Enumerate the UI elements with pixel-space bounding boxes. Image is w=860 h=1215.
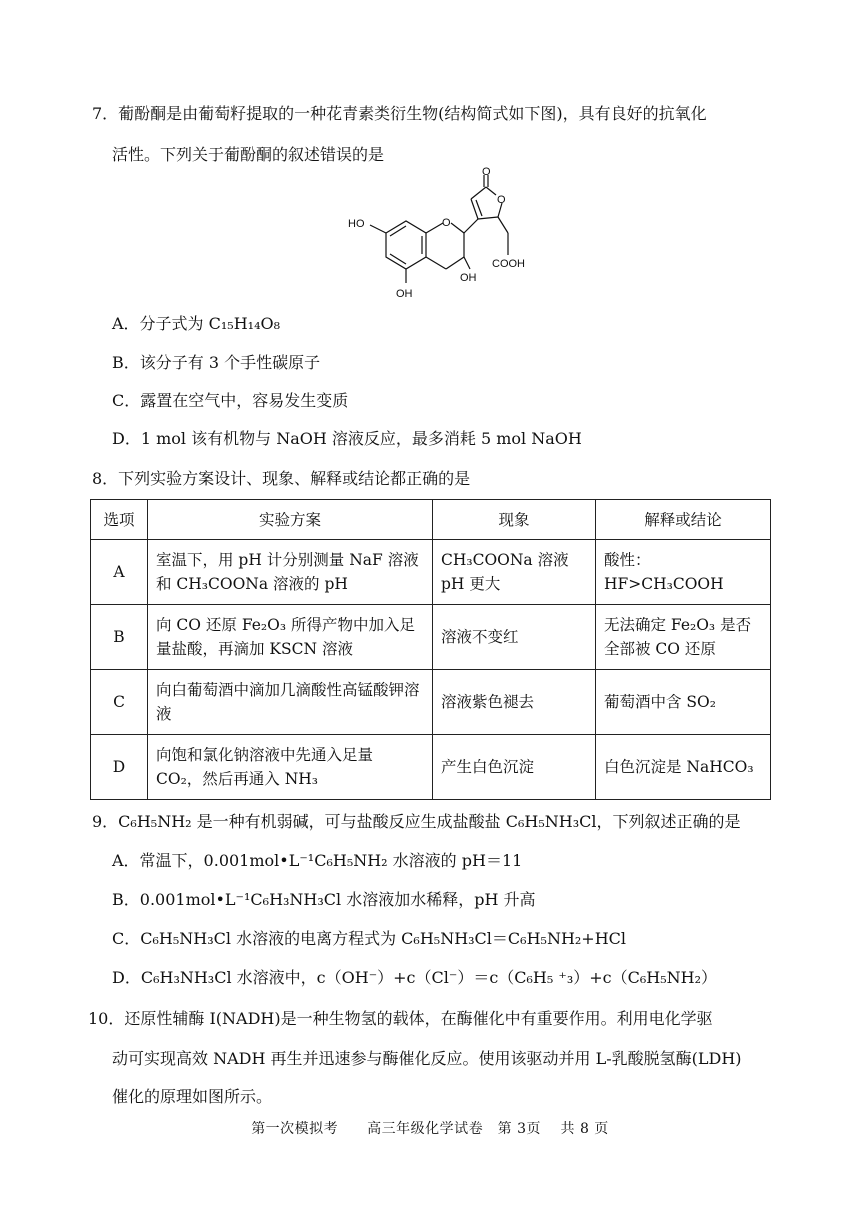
- row-conclusion: 白色沉淀是 NaHCO₃: [596, 735, 771, 800]
- header-phenomenon: 现象: [433, 500, 596, 540]
- table-row: [91, 540, 771, 605]
- header-plan: 实验方案: [148, 500, 433, 540]
- grape-phenol-structure: [340, 165, 540, 310]
- label-ho-left: HO: [348, 218, 365, 230]
- table-row: [91, 735, 771, 800]
- table-header-row: [91, 500, 771, 540]
- row-phenomenon: CH₃COONa 溶液 pH 更大: [433, 540, 596, 605]
- table-row: [91, 605, 771, 670]
- q9-option-a: A．常温下，0.001mol•L⁻¹C₆H₅NH₂ 水溶液的 pH＝11: [112, 851, 523, 870]
- q10-stem-line2: 动可实现高效 NADH 再生并迅速参与酶催化反应。使用该驱动并用 L-乳酸脱氢酶(LDH): [112, 1049, 742, 1068]
- header-key: 选项: [91, 500, 148, 540]
- q7-stem-line2: 活性。下列关于葡酚酮的叙述错误的是: [112, 145, 385, 164]
- q10-stem-line3: 催化的原理如图所示。: [112, 1087, 273, 1106]
- q8-stem: 8．下列实验方案设计、现象、解释或结论都正确的是: [92, 469, 471, 488]
- row-key: B: [91, 605, 148, 670]
- row-conclusion: 酸性：HF>CH₃COOH: [596, 540, 771, 605]
- q7-stem-line1: 7．葡酚酮是由葡萄籽提取的一种花青素类衍生物(结构简式如下图)，具有良好的抗氧化: [92, 104, 707, 123]
- label-cooh: COOH: [492, 258, 525, 270]
- label-oh-right: OH: [460, 272, 477, 284]
- header-conclusion: 解释或结论: [596, 500, 771, 540]
- label-o-ring: O: [442, 217, 451, 229]
- row-key: C: [91, 670, 148, 735]
- row-plan: 向白葡萄酒中滴加几滴酸性高锰酸钾溶液: [148, 670, 433, 735]
- molecule-structure: [340, 165, 540, 310]
- q9-option-d: D．C₆H₃NH₃Cl 水溶液中，c（OH⁻）+c（Cl⁻）＝c（C₆H₅ ⁺₃）+c（C₆H₅NH₂）: [112, 968, 718, 987]
- page-footer: 第一次模拟考 高三年级化学试卷 第 3页 共 8 页: [251, 1121, 609, 1137]
- experiment-table: [90, 499, 771, 800]
- label-o-top: O: [482, 166, 491, 178]
- row-key: A: [91, 540, 148, 605]
- row-phenomenon: 溶液不变红: [433, 605, 596, 670]
- row-phenomenon: 产生白色沉淀: [433, 735, 596, 800]
- row-plan: 向 CO 还原 Fe₂O₃ 所得产物中加入足量盐酸，再滴加 KSCN 溶液: [148, 605, 433, 670]
- q7-option-d: D．1 mol 该有机物与 NaOH 溶液反应，最多消耗 5 mol NaOH: [112, 429, 582, 448]
- table-row: [91, 670, 771, 735]
- label-o-lactone: O: [497, 194, 506, 206]
- q7-option-a: A．分子式为 C₁₅H₁₄O₈: [112, 314, 281, 333]
- q9-option-c: C．C₆H₅NH₃Cl 水溶液的电离方程式为 C₆H₅NH₃Cl＝C₆H₅NH₂+HCl: [112, 929, 627, 948]
- row-plan: 向饱和氯化钠溶液中先通入足量 CO₂，然后再通入 NH₃: [148, 735, 433, 800]
- label-oh-bottom: OH: [396, 288, 413, 300]
- row-conclusion: 无法确定 Fe₂O₃ 是否全部被 CO 还原: [596, 605, 771, 670]
- q10-stem-line1: 10．还原性辅酶 I(NADH)是一种生物氢的载体，在酶催化中有重要作用。利用电化学驱: [88, 1009, 713, 1028]
- q9-option-b: B．0.001mol•L⁻¹C₆H₃NH₃Cl 水溶液加水稀释，pH 升高: [112, 890, 536, 909]
- row-conclusion: 葡萄酒中含 SO₂: [596, 670, 771, 735]
- q7-option-b: B．该分子有 3 个手性碳原子: [112, 353, 321, 372]
- q7-option-c: C．露置在空气中，容易发生变质: [112, 391, 349, 410]
- q9-stem: 9．C₆H₅NH₂ 是一种有机弱碱，可与盐酸反应生成盐酸盐 C₆H₅NH₃Cl，下列叙述正确的是: [92, 812, 741, 831]
- row-plan: 室温下，用 pH 计分别测量 NaF 溶液和 CH₃COONa 溶液的 pH: [148, 540, 433, 605]
- row-phenomenon: 溶液紫色褪去: [433, 670, 596, 735]
- row-key: D: [91, 735, 148, 800]
